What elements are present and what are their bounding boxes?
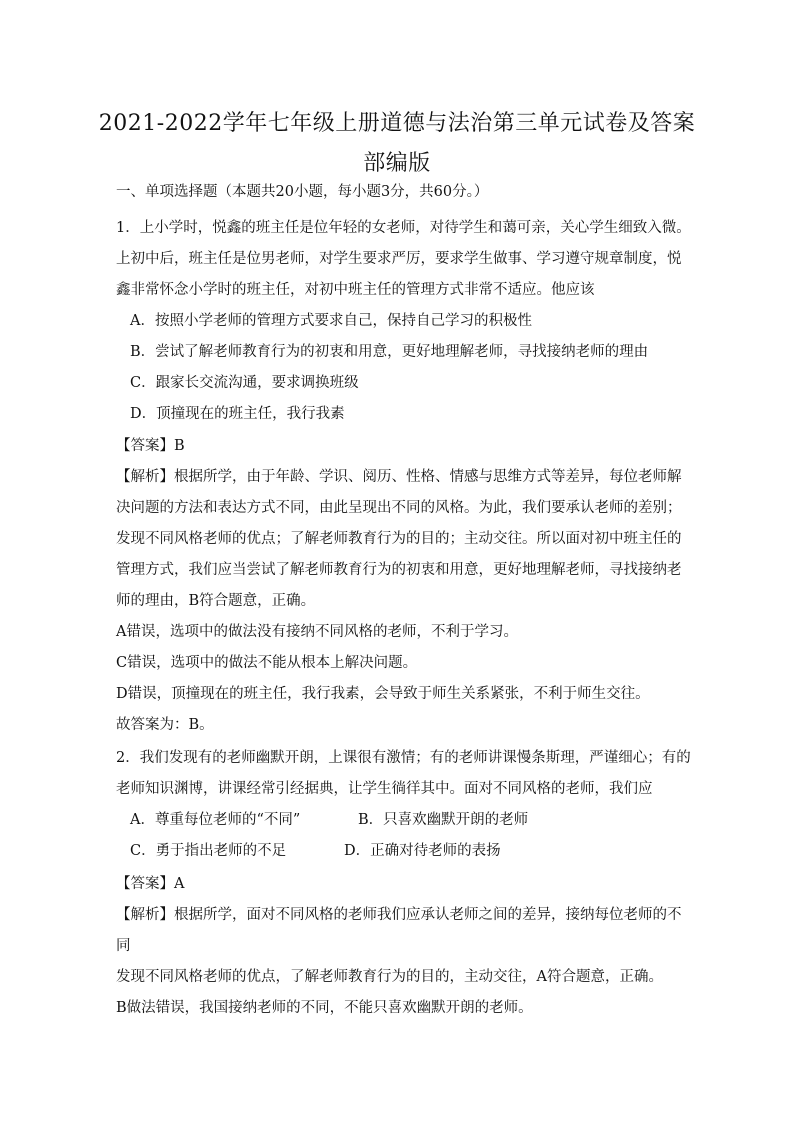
- q1-option-b: B．尝试了解老师教育行为的初衷和用意，更好地理解老师，寻找接纳老师的理由: [130, 344, 649, 360]
- q1-final-answer: 故答案为：B。: [116, 717, 214, 733]
- q2-analysis-line: B做法错误，我国接纳老师的不同，不能只喜欢幽默开朗的老师。: [116, 1000, 533, 1016]
- q2-stem-line: 老师知识渊博，讲课经常引经据典，让学生徜徉其中。面对不同风格的老师，我们应: [116, 781, 653, 797]
- q2-analysis-line: 同: [116, 938, 131, 954]
- q1-analysis-line: 管理方式，我们应当尝试了解老师教育行为的初衷和用意，更好地理解老师，寻找接纳老: [116, 562, 682, 578]
- q2-option-b: B．只喜欢幽默开朗的老师: [358, 812, 529, 828]
- section-heading: 一、单项选择题（本题共20小题，每小题3分，共60分。）: [116, 184, 489, 200]
- q1-answer: 【答案】B: [116, 438, 185, 454]
- q1-option-d: D．顶撞现在的班主任，我行我素: [130, 406, 345, 422]
- q1-option-a: A．按照小学老师的管理方式要求自己，保持自己学习的积极性: [130, 313, 532, 329]
- q1-stem-line: 1．上小学时，悦鑫的班主任是位年轻的女老师，对待学生和蔼可亲，关心学生细致入微。: [116, 220, 691, 236]
- document-title: 2021-2022学年七年级上册道德与法治第三单元试卷及答案: [98, 111, 696, 136]
- q2-analysis-line: 【解析】根据所学，面对不同风格的老师我们应承认老师之间的差异，接纳每位老师的不: [116, 907, 682, 923]
- q1-stem-line: 上初中后，班主任是位男老师，对学生要求严厉，要求学生做事、学习遵守规章制度，悦: [116, 251, 682, 267]
- q2-option-d: D．正确对待老师的表扬: [344, 843, 501, 859]
- q1-analysis-line: 师的理由，B符合题意，正确。: [116, 593, 316, 609]
- q1-analysis-line: D错误，顶撞现在的班主任，我行我素，会导致于师生关系紧张，不利于师生交往。: [116, 686, 650, 702]
- q1-analysis-line: C错误，选项中的做法不能从根本上解决问题。: [116, 655, 418, 671]
- q1-analysis-line: 【解析】根据所学，由于年龄、学识、阅历、性格、情感与思维方式等差异，每位老师解: [116, 469, 682, 485]
- q2-option-c: C．勇于指出老师的不足: [130, 843, 287, 859]
- q1-analysis-line: 决问题的方法和表达方式不同，由此呈现出不同的风格。为此，我们要承认老师的差别；: [116, 500, 682, 516]
- q1-analysis-line: 发现不同风格老师的优点；了解老师教育行为的目的；主动交往。所以面对初中班主任的: [116, 531, 682, 547]
- q2-option-a: A．尊重每位老师的“不同”: [130, 812, 301, 828]
- q2-answer: 【答案】A: [116, 876, 185, 892]
- q1-analysis-line: A错误，选项中的做法没有接纳不同风格的老师，不利于学习。: [116, 624, 518, 640]
- q1-option-c: C．跟家长交流沟通，要求调换班级: [130, 375, 359, 391]
- q2-analysis-line: 发现不同风格老师的优点，了解老师教育行为的目的，主动交往，A符合题意，正确。: [116, 969, 663, 985]
- q1-stem-line: 鑫非常怀念小学时的班主任，对初中班主任的管理方式非常不适应。他应该: [116, 282, 595, 298]
- q2-stem-line: 2．我们发现有的老师幽默开朗，上课很有激情；有的老师讲课慢条斯理，严谨细心；有的: [116, 750, 691, 766]
- document-subtitle: 部编版: [363, 151, 431, 176]
